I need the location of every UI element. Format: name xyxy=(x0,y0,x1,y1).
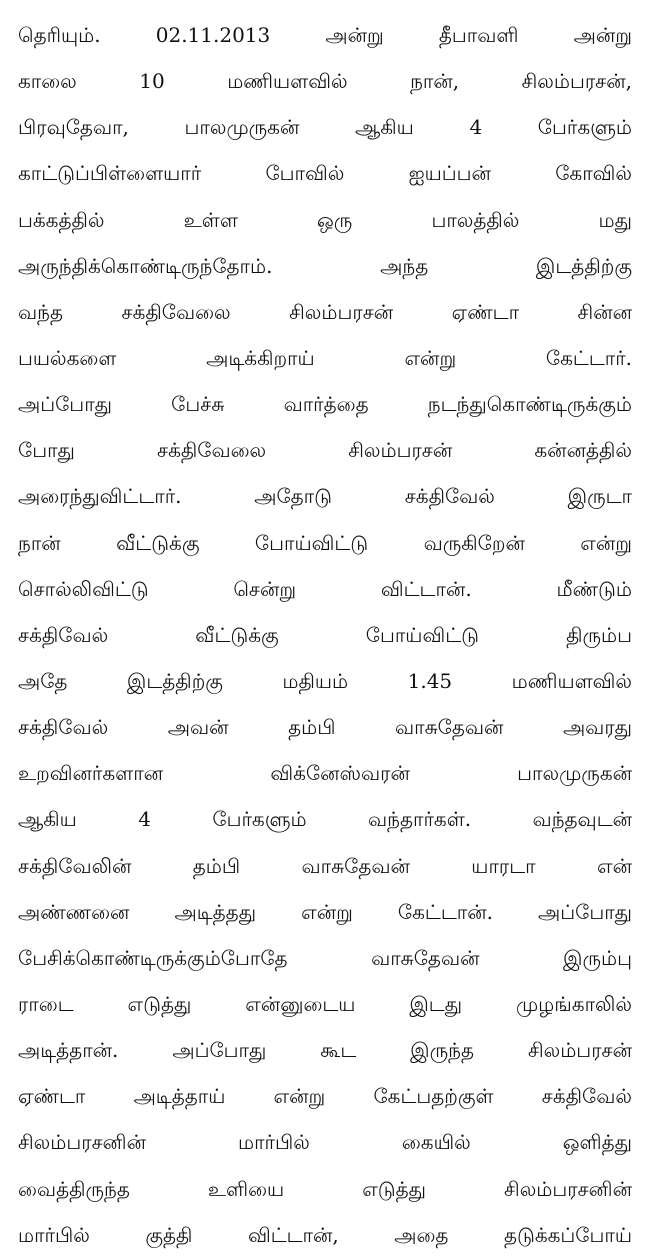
text-line: அதே இடத்திற்கு மதியம் 1.45 மணியளவில் xyxy=(18,668,632,693)
text-line: காட்டுப்பிள்ளையார் போவில் ஐயப்பன் கோவில் xyxy=(18,161,632,186)
text-line: சிலம்பரசனின் மார்பில் கையில் ஒளித்து xyxy=(18,1130,632,1155)
text-line: அண்ணனை அடித்தது என்று கேட்டான். அப்போது xyxy=(18,899,632,924)
text-line: சொல்லிவிட்டு சென்று விட்டான். மீண்டும் xyxy=(18,576,632,601)
text-line: ஏண்டா அடித்தாய் என்று கேட்பதற்குள் சக்திவேல் xyxy=(18,1084,632,1109)
text-line: பக்கத்தில் உள்ள ஒரு பாலத்தில் மது xyxy=(18,207,632,232)
text-line: பிரவுதேவா, பாலமுருகன் ஆகிய 4 பேர்களும் xyxy=(18,115,632,140)
text-line: மார்பில் குத்தி விட்டான், அதை தடுக்கப்போய் xyxy=(18,1222,632,1247)
text-line: ஆகிய 4 பேர்களும் வந்தார்கள். வந்தவுடன் xyxy=(18,807,632,832)
text-line: அருந்திக்கொண்டிருந்தோம். அந்த இடத்திற்கு xyxy=(18,253,632,278)
text-line: பேசிக்கொண்டிருக்கும்போதே வாசுதேவன் இரும்பு xyxy=(18,945,632,970)
text-line: சக்திவேல் அவன் தம்பி வாசுதேவன் அவரது xyxy=(18,715,632,740)
text-line: போது சக்திவேலை சிலம்பரசன் கன்னத்தில் xyxy=(18,438,632,463)
text-line: உறவினர்களான விக்னேஸ்வரன் பாலமுருகன் xyxy=(18,761,632,786)
document-page xyxy=(18,12,632,1258)
text-line: ராடை எடுத்து என்னுடைய இடது முழங்காலில் xyxy=(18,991,632,1016)
text-line: வந்த சக்திவேலை சிலம்பரசன் ஏண்டா சின்ன xyxy=(18,299,632,324)
text-line: அப்போது பேச்சு வார்த்தை நடந்துகொண்டிருக்கும் xyxy=(18,392,632,417)
text-line: நான் வீட்டுக்கு போய்விட்டு வருகிறேன் என்று xyxy=(18,530,632,555)
text-line: தெரியும். 02.11.2013 அன்று தீபாவளி அன்று xyxy=(18,23,632,47)
text-line: காலை 10 மணியளவில் நான், சிலம்பரசன், xyxy=(18,69,632,94)
text-line: பயல்களை அடிக்கிறாய் என்று கேட்டார். xyxy=(18,345,632,370)
text-line: வைத்திருந்த உளியை எடுத்து சிலம்பரசனின் xyxy=(18,1176,632,1201)
text-line: சக்திவேல் வீட்டுக்கு போய்விட்டு திரும்ப xyxy=(18,622,632,647)
text-line: அடித்தான். அப்போது கூட இருந்த சிலம்பரசன் xyxy=(18,1038,632,1063)
text-line: அரைந்துவிட்டார். அதோடு சக்திவேல் இருடா xyxy=(18,484,632,509)
text-line: சக்திவேலின் தம்பி வாசுதேவன் யாரடா என் xyxy=(18,853,632,878)
